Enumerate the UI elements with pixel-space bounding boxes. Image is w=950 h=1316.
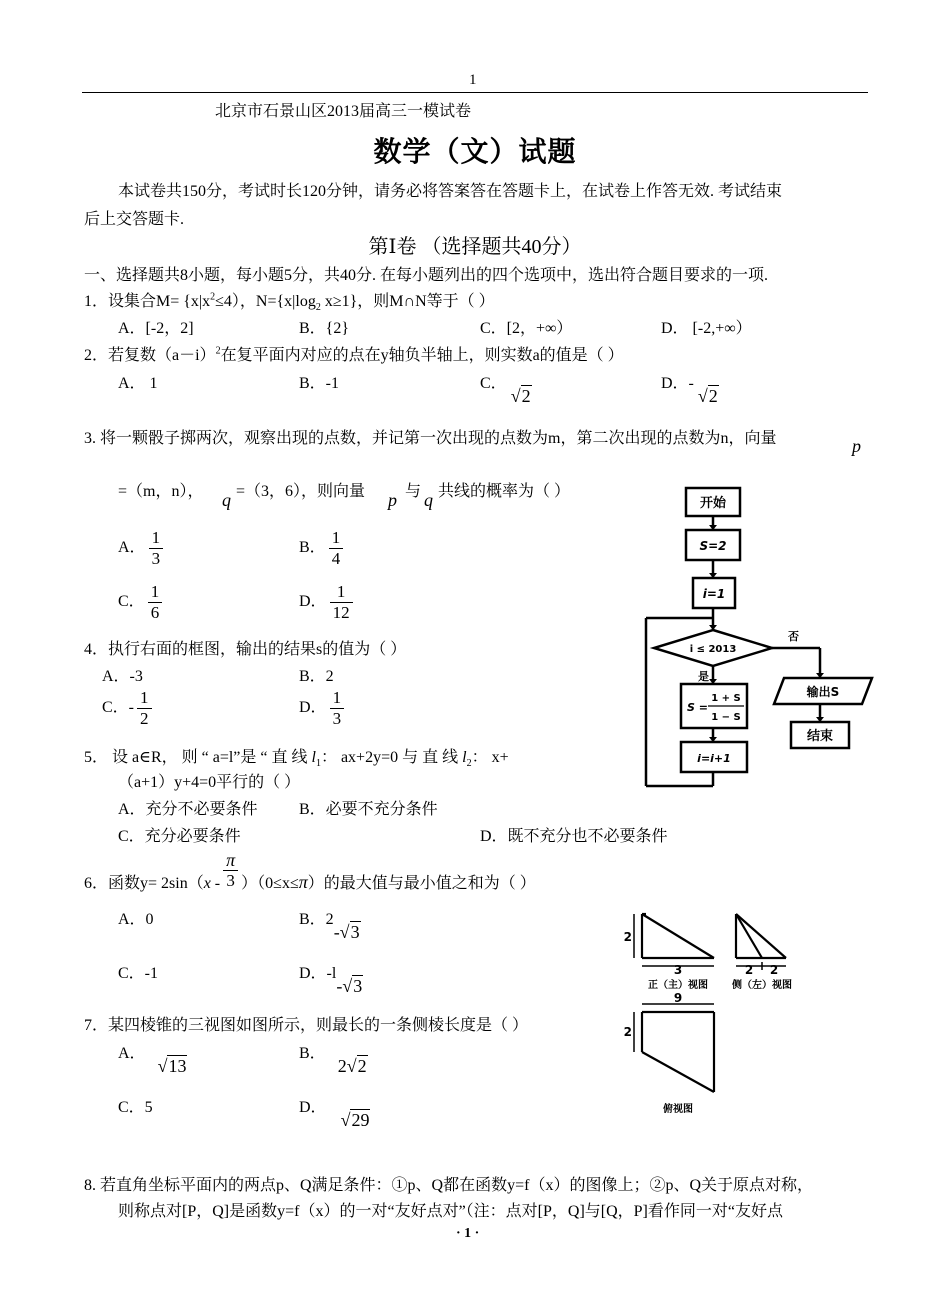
- q2-option-d: D．- √2: [661, 375, 718, 406]
- q2-option-b: B．-1: [299, 375, 340, 392]
- q6-option-d: D．-l-√3: [299, 965, 363, 996]
- flow-s-init-text: S=2: [699, 539, 727, 553]
- q3-line2-b: =（3，6），则向量: [236, 483, 366, 500]
- q7-option-d: D． √29: [299, 1099, 370, 1130]
- q4-stem: 4．执行右面的框图，输出的结果s的值为（ ）: [84, 641, 407, 658]
- header-rule: [82, 92, 868, 93]
- flow-assign-den: 1 − S: [711, 712, 741, 723]
- flow-start-text: 开始: [699, 496, 727, 511]
- q8-line2: 则称点对[P，Q]是函数y=f（x）的一对“友好点对”（注：点对[P，Q]与[Q，P]看作同一对“友好点: [118, 1203, 783, 1220]
- q5-option-c: C．充分必要条件: [118, 828, 241, 845]
- q3-vector-p-2: p: [388, 490, 397, 510]
- flow-yes-label: 是: [698, 670, 709, 683]
- q3-option-a: A． $\frac{1}{3}$: [118, 528, 166, 569]
- side-width-2-label: 2: [769, 963, 779, 977]
- q4-option-a: A．-3: [102, 668, 143, 685]
- q7-option-b: B． 2√2: [299, 1045, 367, 1076]
- q4-option-d: D． $\frac{1}{3}$: [299, 688, 347, 729]
- flow-condition-text: i ≤ 2013: [689, 644, 737, 655]
- side-view-label: 侧（左）视图: [732, 980, 792, 991]
- q3-vector-q-2: q: [424, 490, 433, 510]
- flow-assign-lhs: S =: [687, 701, 708, 714]
- q2-option-c: C． √2: [480, 375, 531, 406]
- top-height-label: 2: [623, 1025, 632, 1039]
- q3-stem: 3. 将一颗骰子掷两次，观察出现的点数，并记第一次出现的点数为m，第二次出现的点数为n，向量: [84, 430, 777, 447]
- q1-option-b: B．{2}: [299, 320, 350, 337]
- intro-line-1: 本试卷共150分，考试时长120分钟，请务必将答案答在答题卡上，在试卷上作答无效. 考试结束: [118, 183, 783, 200]
- q2-stem: 2．若复数$(a-i)^2$在复平面内对应的点在y轴负半轴上，则实数a的值是（ ）: [84, 345, 624, 364]
- flow-i-init-text: i=1: [702, 587, 726, 601]
- q1-option-c: C．[2，+∞）: [480, 320, 573, 337]
- q5-option-d: D．既不充分也不必要条件: [480, 828, 668, 845]
- top-view-label: 俯视图: [663, 1104, 693, 1115]
- front-width-label: 3: [673, 963, 683, 977]
- three-view-diagram: [622, 906, 792, 1120]
- header-page-number: 1: [469, 72, 477, 88]
- q3-line2-a: =（m，n），: [118, 483, 204, 500]
- q1-option-a: A．[-2，2]: [118, 320, 194, 337]
- section-instructions: 一、选择题共8小题，每小题5分，共40分. 在每小题列出的四个选项中，选出符合题目要求的一项.: [84, 267, 769, 284]
- side-width-1-label: 2: [744, 963, 754, 977]
- flow-increment-text: i=i+1: [697, 752, 731, 765]
- flow-arrow-3: [709, 625, 717, 630]
- q5-option-a: A．充分不必要条件: [118, 801, 258, 818]
- flow-end-text: 结束: [806, 729, 834, 744]
- flow-no-label: 否: [788, 630, 799, 643]
- footer-page-number: · 1 ·: [456, 1226, 480, 1241]
- q3-option-d: D． $\frac{1}{12}$: [299, 582, 356, 623]
- q3-option-b: B． $\frac{1}{4}$: [299, 528, 346, 569]
- q4-option-b: B．2: [299, 668, 334, 685]
- flow-assign-num: 1 + S: [711, 693, 741, 704]
- flowchart: [636, 480, 884, 792]
- section-heading: 第Ⅰ卷 （选择题共40分）: [368, 236, 582, 258]
- q6-option-c: C．-1: [118, 965, 159, 982]
- top-width-label: 9: [673, 991, 683, 1005]
- q8-line1: 8. 若直角坐标平面内的两点p、Q满足条件：①p、Q都在函数y=f（x）的图像上；②p、Q关于原点对称，: [84, 1177, 814, 1194]
- q5-option-b: B．必要不充分条件: [299, 801, 438, 818]
- q5-line1: 5． 设 a∈R， 则 “ a=l”是 “ 直 线 $l_1$： ax+2y=0 与 直 线 $l_2$： x+: [84, 749, 509, 770]
- q3-line2-c: 与: [405, 483, 422, 500]
- flow-output-text: 输出S: [806, 685, 840, 699]
- q6-option-a: A．0: [118, 911, 154, 928]
- page-title: 数学（文）试题: [373, 135, 577, 168]
- q1-option-d: D． [-2,+∞）: [661, 320, 752, 337]
- q3-vector-p: p: [852, 436, 861, 456]
- q3-vector-q: q: [222, 490, 231, 510]
- q1-stem: 1．设集合$M= \{x|x^2\le 4)$，$N=\{x|\log_2$ x≥1}，则M∩N等于（ ）: [84, 291, 495, 314]
- q6-stem: 6．函数y= 2sin（x - $\frac{\pi}{3}$ ）（0≤x≤π）的最大值与最小值之和为（ ）: [84, 850, 536, 893]
- intro-line-2: 后上交答题卡.: [84, 211, 185, 228]
- q4-option-c: C．- $\frac{1}{2}$: [102, 688, 155, 729]
- q6-option-b: B．2-√3: [299, 911, 360, 942]
- q7-option-a: A． √13: [118, 1045, 187, 1076]
- q3-option-c: C． $\frac{1}{6}$: [118, 582, 165, 623]
- q5-line2: （a+1）y+4=0平行的（ ）: [118, 774, 301, 791]
- exam-source: 北京市石景山区2013届高三一模试卷: [215, 103, 472, 120]
- q7-stem: 7．某四棱锥的三视图如图所示，则最长的一条侧棱长度是（ ）: [84, 1017, 529, 1034]
- front-view-label: 正（主）视图: [648, 980, 708, 991]
- q2-option-a: A． 1: [118, 375, 158, 392]
- front-height-label: 2: [623, 930, 632, 944]
- q3-line2-d: 共线的概率为（ ）: [438, 483, 571, 500]
- q7-option-c: C．5: [118, 1099, 153, 1116]
